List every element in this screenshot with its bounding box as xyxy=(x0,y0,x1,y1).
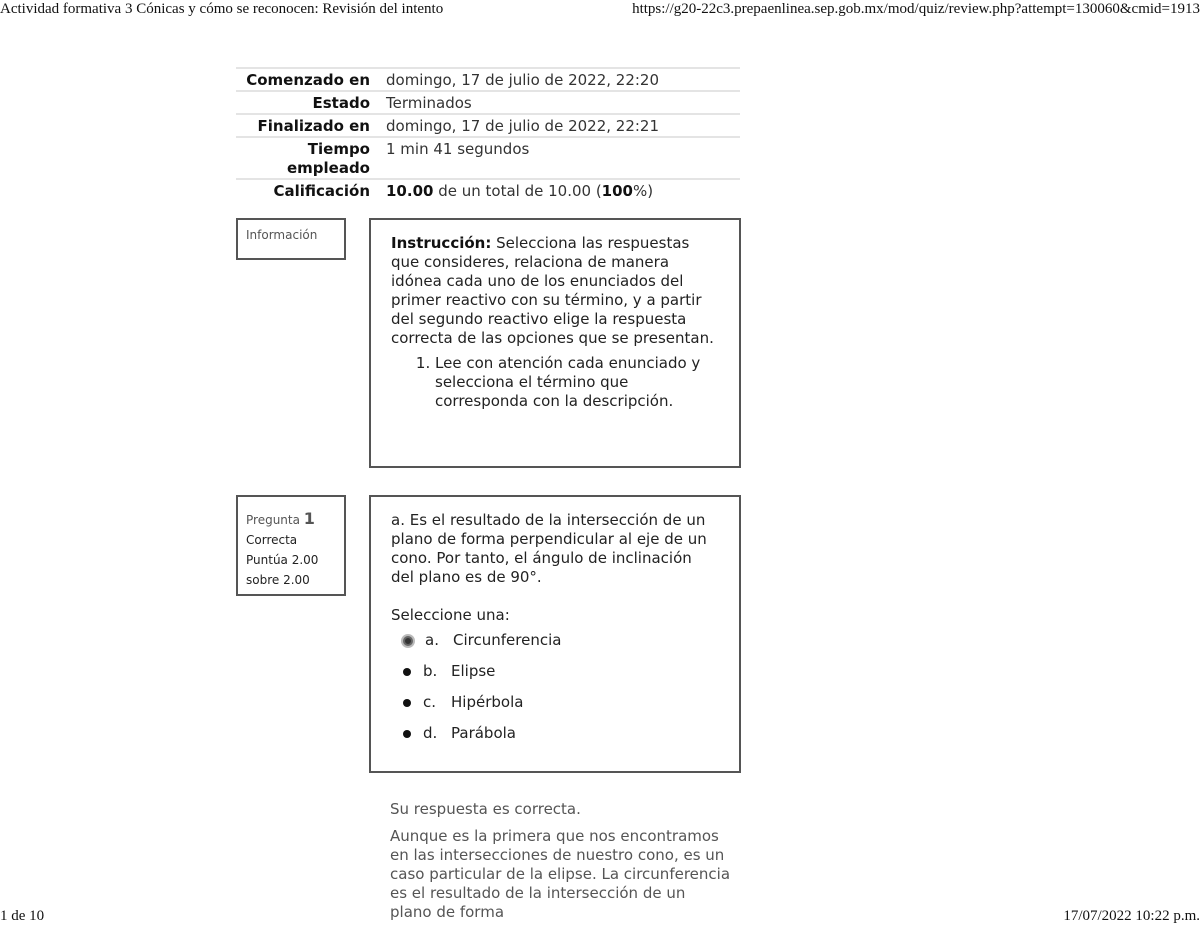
print-datetime: 17/07/2022 10:22 p.m. xyxy=(1063,908,1200,924)
option-text: Hipérbola xyxy=(451,693,524,711)
print-header xyxy=(0,0,1200,22)
instruction-title: Instrucción: xyxy=(391,234,492,252)
grade-total: de un total de 10.00 ( xyxy=(433,182,602,200)
summary-value: domingo, 17 de julio de 2022, 22:20 xyxy=(386,71,660,89)
summary-label: Calificación xyxy=(273,182,370,200)
radio-icon[interactable] xyxy=(403,668,411,676)
grade-percent: 100 xyxy=(601,182,633,200)
option-letter: c. xyxy=(423,693,437,711)
option-text: Elipse xyxy=(451,662,496,680)
option-text: Circunferencia xyxy=(453,631,562,649)
summary-value: Terminados xyxy=(386,94,472,112)
summary-row-state xyxy=(236,92,740,115)
info-label-box xyxy=(236,218,346,260)
radio-icon[interactable] xyxy=(403,730,411,738)
question-content xyxy=(369,495,741,773)
summary-label: Finalizado en xyxy=(257,117,370,135)
instruction-text: Selecciona las respuestas que consideres, relaciona de manera idónea cada uno de los enunciados del primer reactivo con su término, y a partir del segundo reactivo elige la respuesta correcta de las opciones que se presentan. xyxy=(391,234,714,347)
grade-score: 10.00 xyxy=(386,182,434,200)
print-footer xyxy=(0,907,1200,927)
grade-end: %) xyxy=(632,182,654,200)
feedback-status: Su respuesta es correcta. xyxy=(390,800,581,818)
list-item: 1. Lee con atención cada enunciado y selecciona el término que corresponda con la descripción. xyxy=(435,354,719,411)
question-info-box xyxy=(236,495,346,596)
attempt-summary-table xyxy=(236,67,740,201)
print-page-title: Actividad formativa 3 Cónicas y cómo se reconocen: Revisión del intento xyxy=(0,1,444,17)
summary-row-finished xyxy=(236,115,740,138)
question-state: Correcta xyxy=(246,533,298,547)
grade-value xyxy=(386,180,740,201)
radio-selected-icon[interactable] xyxy=(403,636,413,646)
question-text: a. Es el resultado de la intersección de un plano de forma perpendicular al eje de un cono. Por tanto, el ángulo de inclinación del plano es de 90°. xyxy=(391,511,707,586)
question-mark: Puntúa 2.00 sobre 2.00 xyxy=(246,553,319,587)
instruction-content xyxy=(369,218,741,468)
question-number-line xyxy=(246,509,336,530)
summary-value: 1 min 41 segundos xyxy=(386,140,530,158)
option-letter: a. xyxy=(425,631,439,649)
radio-icon[interactable] xyxy=(403,699,411,707)
summary-row-time-taken xyxy=(236,138,740,180)
summary-label: Comenzado en xyxy=(246,71,370,89)
info-label: Información xyxy=(246,228,318,242)
option-text: Parábola xyxy=(451,724,516,742)
summary-row-started xyxy=(236,69,740,92)
answer-option-c[interactable] xyxy=(391,687,719,718)
instruction-paragraph xyxy=(391,234,719,348)
print-page-url: https://g20-22c3.prepaenlinea.sep.gob.mx/mod/quiz/review.php?attempt=130060&cmid=1913 xyxy=(632,1,1200,17)
instruction-list xyxy=(391,354,719,411)
question-label: Pregunta xyxy=(246,513,300,527)
feedback-explanation: Aunque es la primera que nos encontramos en las intersecciones de nuestro cono, es un caso particular de la elipse. La circunferencia es el resultado de la intersección de un plano de forma xyxy=(390,827,731,921)
answer-option-a[interactable] xyxy=(391,625,719,656)
answer-option-b[interactable] xyxy=(391,656,719,687)
option-letter: b. xyxy=(423,662,438,680)
summary-label: Estado xyxy=(312,94,370,112)
summary-value: domingo, 17 de julio de 2022, 22:21 xyxy=(386,117,660,135)
summary-label: Tiempo empleado xyxy=(286,140,370,177)
answer-option-d[interactable] xyxy=(391,718,719,749)
option-letter: d. xyxy=(423,724,438,742)
question-number: 1 xyxy=(303,509,315,528)
page-counter: 1 de 10 xyxy=(0,908,45,924)
summary-row-grade xyxy=(236,180,740,201)
select-label: Seleccione una: xyxy=(391,606,510,624)
